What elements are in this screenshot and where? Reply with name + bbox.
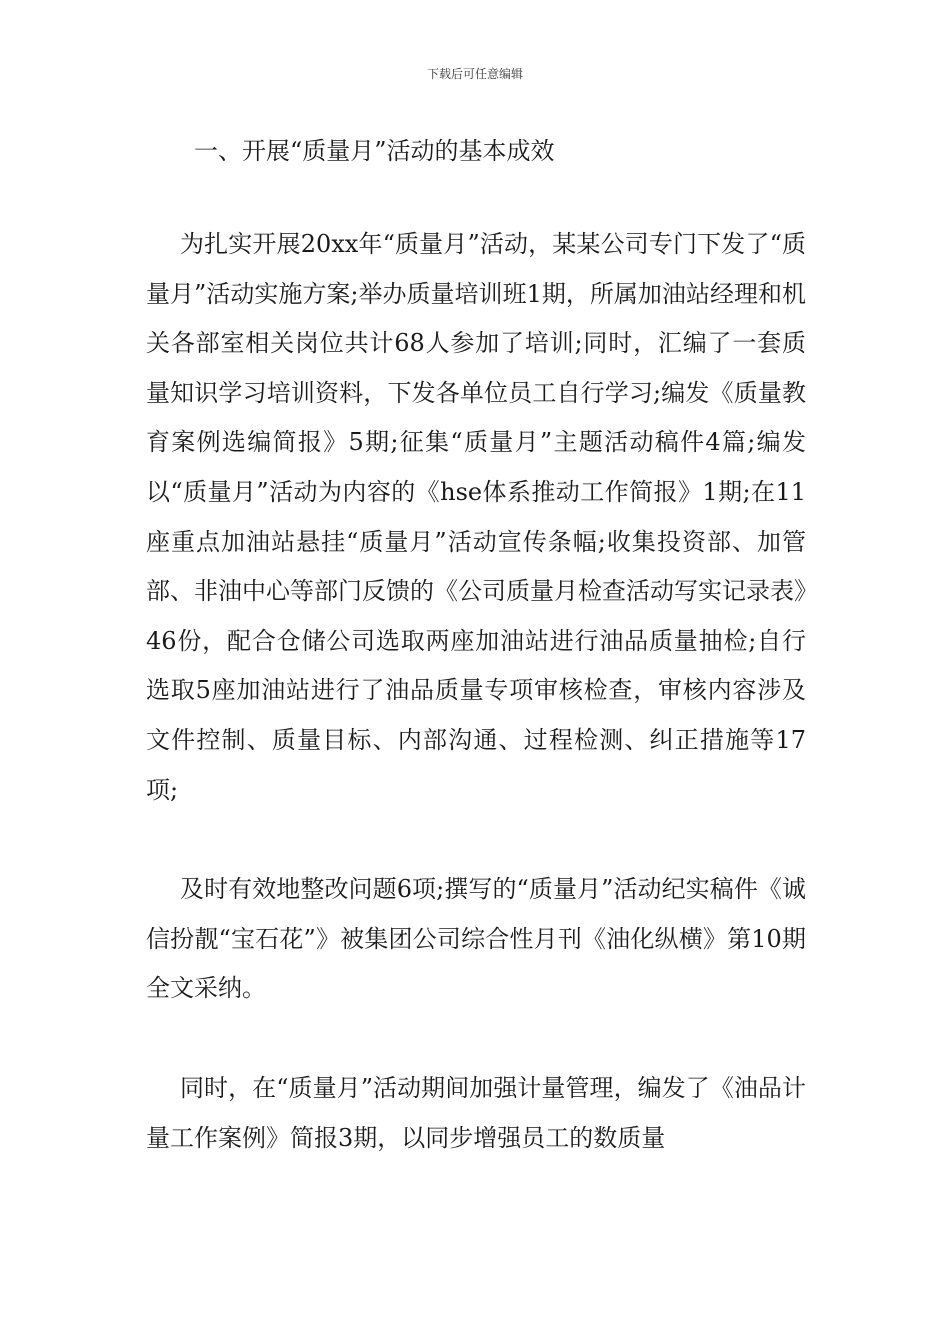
section-heading: 一、开展“质量月”活动的基本成效 [194, 137, 555, 165]
paragraph-2: 及时有效地整改问题6项;撰写的“质量月”活动纪实稿件《诚信扮靓“宝石花”》被集团公司综合性月刊《油化纵横》第10期全文采纳。 [146, 875, 806, 1003]
paragraph-1: 为扎实开展20xx年“质量月”活动，某某公司专门下发了“质量月”活动实施方案;举办质量培训班1期，所属加油站经理和机关各部室相关岗位共计68人参加了培训;同时，汇编了一套质量知识学习培训资料，下发各单位员工自行学习;编发《质量教育案例选编简报》5期;征集“质量月”主题活动稿件4篇;编发以“质量月”活动为内容的《hse体系推动工作简报》1期;在11座重点加油站悬挂“质量月”活动宣传条幅;收集投资部、加管部、非油中心等部门反馈的《公司质量月检查活动写实记录表》46份，配合仓储公司选取两座加油站进行油品质量抽检;自行选取5座加油站进行了油品质量专项审核检查，审核内容涉及文件控制、质量目标、内部沟通、过程检测、纠正措施等17项; [146, 230, 806, 804]
download-note: 下载后可任意编辑 [426, 67, 523, 81]
paragraph-3: 同时，在“质量月”活动期间加强计量管理，编发了《油品计量工作案例》简报3期，以同步增强员工的数质量 [146, 1073, 806, 1152]
document-body [146, 128, 806, 1213]
